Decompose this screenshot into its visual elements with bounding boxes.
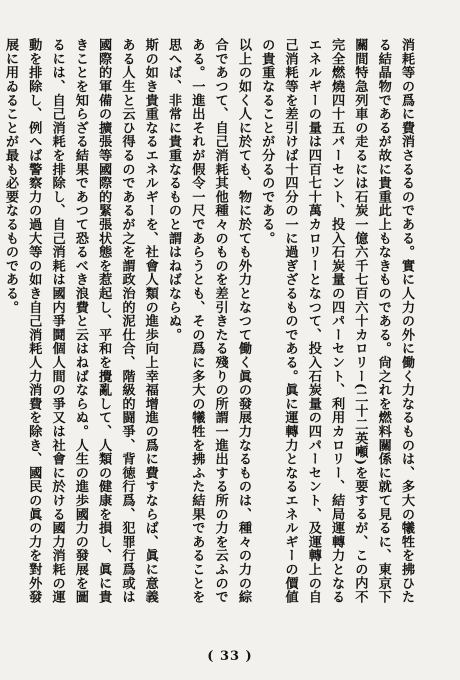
paragraph-3: 斯の如き貴重なるエネルギーを、社會人類の進歩向上幸福增進の爲に費すならば、眞に意義ある人生と云ひ得るのであるが之を謂政治的泥仕合、階級的闘爭、背徳行爲、犯罪行爲或は國際的軍備の擴張等國際的緊張状態を惹起し、平和を攪亂して、人類の健康を損し、眞に貴きことを知らざる結果であつて恐るべき浪費と云はねばならぬ。人生の進歩國力の發展を圖るには、自己消耗を排除し、自己消耗は國内爭鬪個人間の爭又は社會に於ける國力消耗の運動を排除し、例へば警察力の過大等の如き自己消耗人力消費を除き、國民の眞の力を對外發展に用ゐることが最も必要なるものである。: [2, 38, 158, 604]
paragraph-1: 消耗等の爲に費消さるるのである。實に人力の外に働く力なるものは、多大の犧牲を拂ひたる結晶物であるが故に貴重此上もなきものである。尙之れを燃料關係に就て見るに、東京下關間特急列車の走るには石炭一億六千七百六十カロリー(二十二英噸)を要するが、この内不完全燃燒四十五パーセント、投入石炭量の四パーセント、利用カロリー、結局運轉力となるエネルギーの量は四百七十萬カロリーとなつて、投入石炭量の四パーセント、及運轉上の自己消耗等を差引けば十四分の一に過ぎざるものである。眞に運轉力となるエネルギーの價値の貴重なることが分るのである。: [259, 38, 414, 604]
page-number: ( 33 ): [207, 649, 253, 664]
body-text: [2, 38, 418, 608]
paragraph-2: 以上の如く人に於ても、物に於ても外力となつて働く眞の發展力なるものは、種々の力の綜合であつて、自己消耗其他種々のものを差引きたる殘りの所謂一進出する所の力を云ふのである。一進出それが假令一尺であらうとも、その爲に多大の犧牲を拂ふた結果であることを思へば、非常に貴重なるものと謂はねばならぬ。: [166, 38, 251, 604]
